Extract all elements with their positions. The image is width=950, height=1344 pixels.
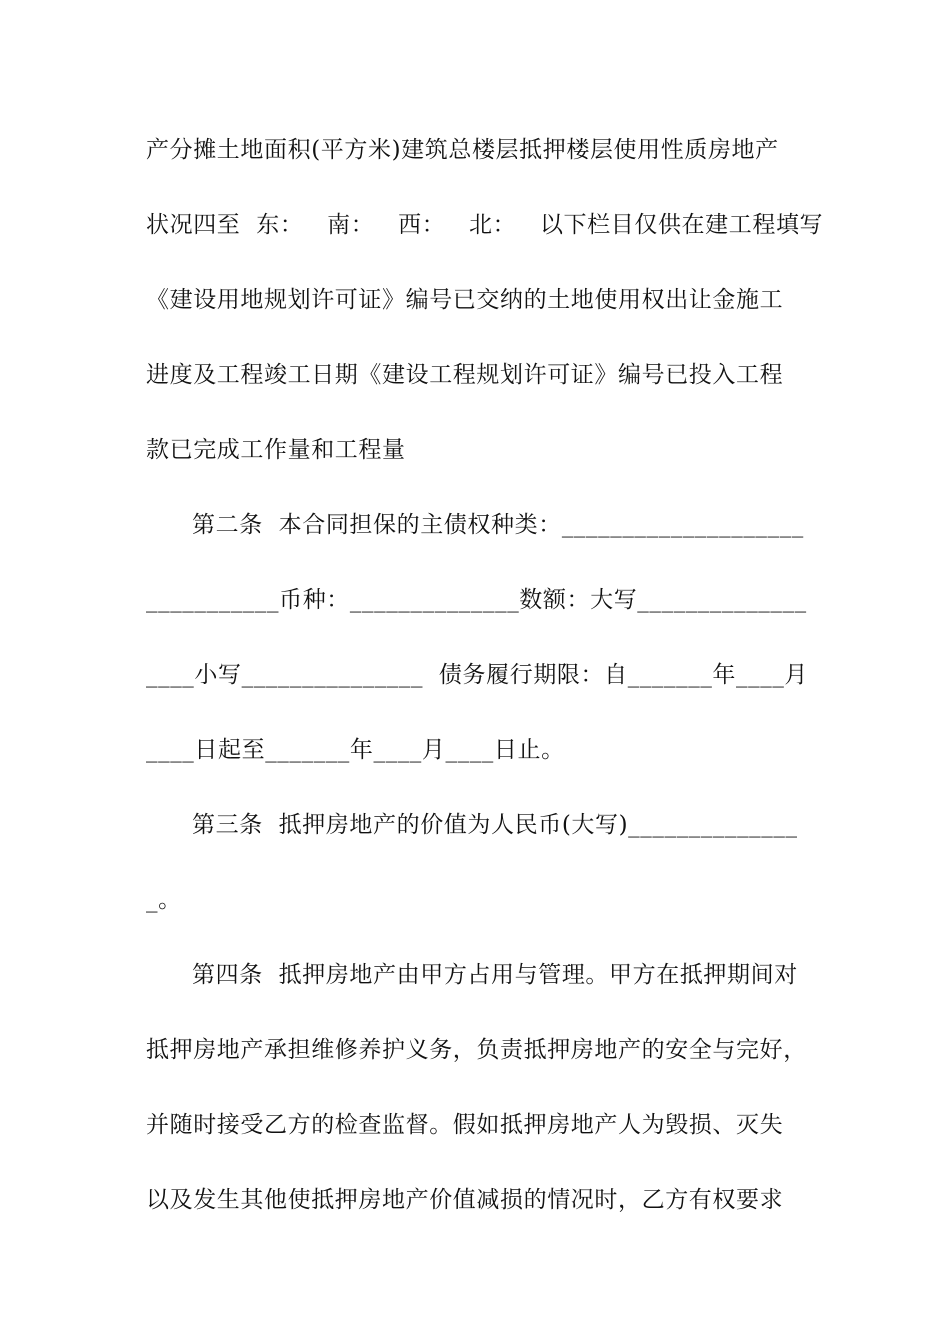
article-3-heading-line: 第三条 抵押房地产的价值为人民币(大写)______________ [192, 812, 798, 838]
text-line-13: 抵押房地产承担维修养护义务，负责抵押房地产的安全与完好， [146, 1037, 807, 1063]
text-line-3: 《建设用地规划许可证》编号已交纳的土地使用权出让金施工 [146, 287, 784, 313]
text-line-4: 进度及工程竣工日期《建设工程规划许可证》编号已投入工程 [146, 362, 784, 388]
text-line-1: 产分摊土地面积(平方米)建筑总楼层抵押楼层使用性质房地产 [146, 137, 779, 163]
text-line-2: 状况四至 东： 南： 西： 北： 以下栏目仅供在建工程填写 [146, 212, 824, 238]
article-2-heading-line: 第二条 本合同担保的主债权种类：____________________ [192, 512, 804, 538]
text-line-5: 款已完成工作量和工程量 [146, 437, 406, 463]
text-line-8: ____小写_______________ 债务履行期限：自_______年____月 [146, 662, 809, 688]
text-line-14: 并随时接受乙方的检查监督。假如抵押房地产人为毁损、灭失 [146, 1112, 784, 1138]
article-4-heading-line: 第四条 抵押房地产由甲方占用与管理。甲方在抵押期间对 [192, 962, 798, 988]
text-line-15: 以及发生其他使抵押房地产价值减损的情况时，乙方有权要求 [146, 1187, 784, 1213]
text-line-11: _。 [146, 887, 182, 913]
text-line-7: ___________币种：______________数额：大写______________ [146, 587, 807, 613]
text-line-9: ____日起至_______年____月____日止。 [146, 737, 565, 763]
